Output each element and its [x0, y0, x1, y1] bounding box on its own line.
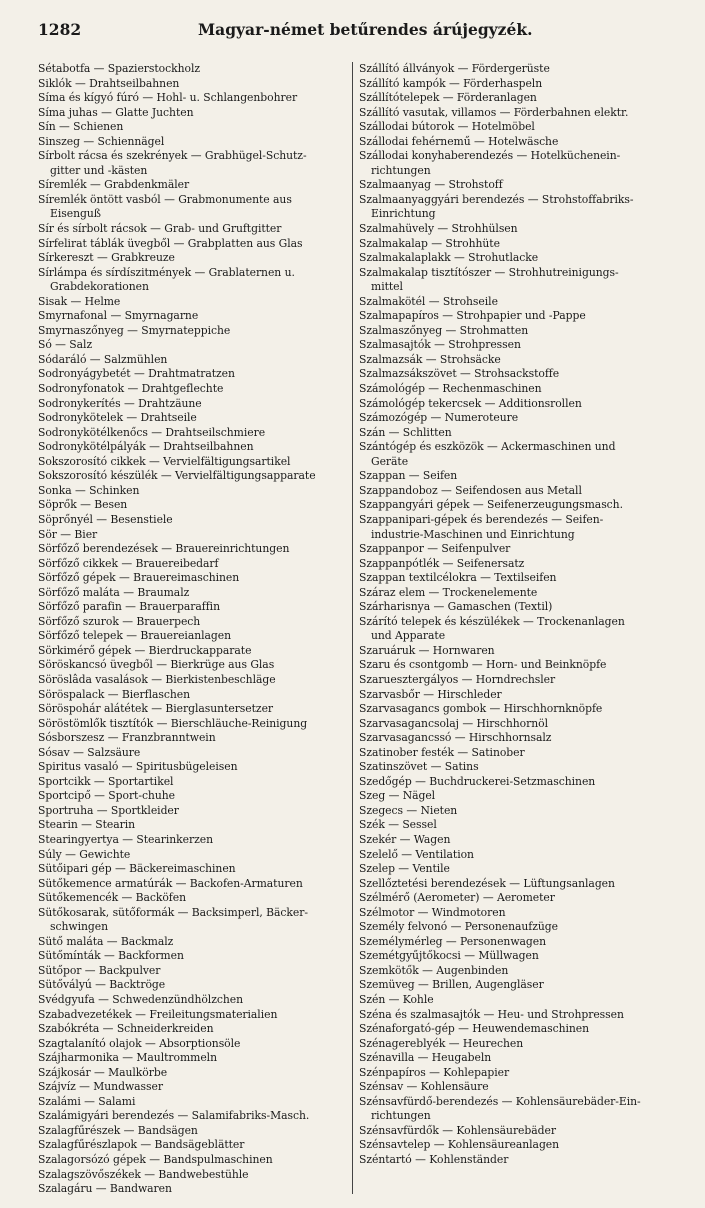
- index-entry: Szalagorsózó gépek — Bandspulmaschinen: [38, 1153, 273, 1167]
- index-entry: Sütőkemence armatúrák — Backofen-Armaturen: [38, 876, 303, 890]
- index-entry: Szárító telepek és készülékek — Trockenanlagen: [359, 614, 625, 628]
- index-entry: Szállodai fehérnemű — Hotelwäsche: [359, 134, 559, 148]
- index-entry: Szalagfűrészlapok — Bandsägeblätter: [38, 1138, 245, 1152]
- index-entry: Szán — Schlitten: [359, 425, 452, 439]
- index-entry: Só — Salz: [38, 338, 93, 352]
- index-entry: Szemüveg — Brillen, Augengläser: [359, 978, 544, 992]
- index-entry: Sírlámpa és sírdíszitmények — Grablaternen u.: [38, 265, 295, 279]
- index-entry: Sportruha — Sportkleider: [38, 803, 179, 817]
- index-entry: Söröslâda vasalások — Bierkistenbeschläge: [38, 672, 276, 686]
- index-entry: Sisak — Helme: [38, 294, 121, 308]
- page-number: 1282: [38, 20, 82, 39]
- entry-continuation: industrie-Maschinen und Einrichtung: [371, 527, 575, 541]
- index-entry: Sörfőző szurok — Brauerpech: [38, 614, 201, 628]
- index-entry: Szelelő — Ventilation: [359, 847, 474, 861]
- index-entry: Szalámigyári berendezés — Salamifabriks-Masch.: [38, 1109, 310, 1123]
- index-entry: Szedőgép — Buchdruckerei-Setzmaschinen: [359, 774, 596, 788]
- index-entry: Szappanipari-gépek és berendezés — Seifen-: [359, 512, 604, 526]
- index-entry: Szénsav — Kohlensäure: [359, 1080, 489, 1094]
- index-entry: Szappangyári gépek — Seifenerzeugungsmasch.: [359, 498, 623, 512]
- index-entry: Spiritus vasaló — Spiritusbügeleisen: [38, 760, 238, 774]
- index-entry: Számozógép — Numeroteure: [359, 411, 519, 425]
- index-entry: Szemkötők — Augenbinden: [359, 963, 509, 977]
- entry-continuation: richtungen: [371, 1109, 431, 1123]
- index-entry: Sírkereszt — Grabkreuze: [38, 251, 175, 265]
- index-entry: Szappanpótlék — Seifenersatz: [359, 556, 525, 570]
- index-entry: Szaruesztergályos — Horndrechsler: [359, 672, 556, 686]
- index-entry: Szalmaszőnyeg — Strohmatten: [359, 323, 529, 337]
- index-entry: Smyrnafonal — Smyrnagarne: [38, 309, 199, 323]
- index-entry: Söprőnyél — Besenstiele: [38, 512, 173, 526]
- index-entry: Személy felvonó — Personenaufzüge: [359, 920, 558, 934]
- index-entry: Szalámi — Salami: [38, 1094, 136, 1108]
- index-entry: Sétabotfa — Spazierstockholz: [38, 62, 201, 75]
- index-entry: Síma és kígyó fúró — Hohl- u. Schlangenbohrer: [38, 91, 298, 105]
- entry-continuation: Eisenguß: [50, 207, 101, 221]
- index-entry: Stearin — Stearin: [38, 818, 136, 832]
- index-entry: Szemétgyűjtőkocsi — Müllwagen: [359, 949, 539, 963]
- index-entry: Sörfőző telepek — Brauereianlagen: [38, 629, 232, 643]
- index-entry: Szalmakötél — Strohseile: [359, 294, 498, 308]
- entry-continuation: richtungen: [371, 163, 431, 177]
- entry-continuation: mittel: [371, 280, 403, 294]
- index-entry: Szélmotor — Windmotoren: [359, 905, 506, 919]
- index-entry: Szegecs — Nieten: [359, 803, 458, 817]
- index-entry: Szalmazsák — Strohsäcke: [359, 352, 501, 366]
- running-title: Magyar-német betűrendes árújegyzék.: [198, 20, 533, 39]
- index-entry: Sportcikk — Sportartikel: [38, 774, 174, 788]
- index-entry: Svédgyufa — Schwedenzündhölzchen: [38, 993, 243, 1006]
- index-entry: Szarvasagancssó — Hirschhornsalz: [359, 731, 552, 745]
- index-entry: Síma juhas — Glatte Juchten: [38, 105, 194, 119]
- index-entry: Sütőmínták — Backformen: [38, 949, 184, 963]
- index-entry: Szénpapíros — Kohlepapier: [359, 1065, 510, 1079]
- index-entry: Széna és szalmasajtók — Heu- und Strohpressen: [359, 1007, 624, 1021]
- index-entry: Szappanpor — Seifenpulver: [359, 542, 511, 556]
- index-entry: Sodronykötélkenőcs — Drahtseilschmiere: [38, 425, 266, 439]
- index-entry: Szarvasagancsolaj — Hirschhornöl: [359, 716, 548, 730]
- index-entry: Szalmakalap — Strohhüte: [359, 236, 500, 250]
- index-entry: Szabókréta — Schneiderkreiden: [38, 1022, 214, 1036]
- index-entry: Smyrnaszőnyeg — Smyrnateppiche: [38, 323, 231, 337]
- index-entry: Szalmapapíros — Strohpapier und -Pappe: [359, 309, 586, 323]
- index-entry: Sodronykerítés — Drahtzäune: [38, 396, 202, 410]
- index-entry: Szalmaanyag — Strohstoff: [359, 178, 503, 192]
- index-entry: Síremlék — Grabdenkmäler: [38, 178, 190, 192]
- index-entry: Számológép tekercsek — Additionsrollen: [359, 396, 582, 410]
- index-entry: Szállítótelepek — Förderanlagen: [359, 91, 537, 105]
- index-entry: Számológép — Rechenmaschinen: [359, 382, 542, 396]
- index-entry: Szénavilla — Heugabeln: [359, 1051, 492, 1065]
- index-entry: Szénsavfürdő-berendezés — Kohlensäurebäder-Ein-: [359, 1094, 641, 1108]
- index-entry: Szatinszövet — Satins: [359, 760, 479, 774]
- index-entry: Szatinober festék — Satinober: [359, 745, 525, 759]
- index-entry: Szaruáruk — Hornwaren: [359, 643, 495, 657]
- index-entry: Szántógép és eszközök — Ackermaschinen und: [359, 440, 616, 454]
- index-entry: Szalagfűrészek — Bandsägen: [38, 1123, 198, 1137]
- index-entry: Síremlék öntött vasból — Grabmonumente aus: [38, 192, 292, 206]
- index-entry: Szállodai bútorok — Hotelmöbel: [359, 120, 535, 134]
- index-entry: Szénsavfürdők — Kohlensäurebäder: [359, 1123, 556, 1137]
- index-entry: Sörkimérő gépek — Bierdruckapparate: [38, 643, 252, 657]
- index-entry: Sütőpor — Backpulver: [38, 963, 161, 977]
- index-entry: Söprők — Besen: [38, 498, 128, 512]
- index-entry: Sírfelirat táblák üvegből — Grabplatten aus Glas: [38, 236, 303, 250]
- index-entry: Szarvasagancs gombok — Hirschhornknöpfe: [359, 702, 603, 716]
- index-entry: Szeg — Nägel: [359, 789, 436, 803]
- index-entry: Stearingyertya — Stearinkerzen: [38, 832, 213, 846]
- index-entry: Sósav — Salzsäure: [38, 745, 141, 759]
- index-entry: Sokszorosító cikkek — Vervielfältigungsartikel: [38, 454, 291, 468]
- index-entry: Szájkosár — Maulkörbe: [38, 1065, 168, 1079]
- index-entry: Sör — Bier: [38, 527, 98, 541]
- index-entry: Sörfőző berendezések — Brauereinrichtungen: [38, 542, 290, 556]
- index-entry: Szalmakalaplakk — Strohutlacke: [359, 251, 539, 265]
- index-entry: Személymérleg — Personenwagen: [359, 934, 547, 948]
- index-entry: Szalmasajtók — Strohpressen: [359, 338, 521, 352]
- index-entry: Sörfőző parafin — Brauerparaffin: [38, 600, 220, 614]
- index-entry: Széntartó — Kohlenständer: [359, 1153, 509, 1167]
- index-entry: Szappan — Seifen: [359, 469, 458, 483]
- index-entry: Szalmakalap tisztítószer — Strohhutreinigungs-: [359, 265, 619, 279]
- index-entry: Sinszeg — Schiennägel: [38, 134, 165, 148]
- index-entry: Siklók — Drahtseilbahnen: [38, 76, 180, 90]
- index-entry: Szappan textilcélokra — Textilseifen: [359, 571, 557, 585]
- index-entry: Szappandoboz — Seifendosen aus Metall: [359, 483, 582, 497]
- entry-continuation: Grabdekorationen: [50, 280, 149, 294]
- index-entry: Szénsavtelep — Kohlensäureanlagen: [359, 1138, 560, 1152]
- left-column-entries: [38, 62, 346, 1197]
- page-header: [30, 18, 690, 44]
- index-entry: Sütővályú — Backtröge: [38, 978, 166, 992]
- index-entry: Szállító vasutak, villamos — Förderbahnen elektr.: [359, 105, 629, 119]
- index-entry: Szalmazsákszövet — Strohsackstoffe: [359, 367, 560, 381]
- index-entry: Sír és sírbolt rácsok — Grab- und Gruftgitter: [38, 222, 282, 236]
- index-entry: Szalmaanyaggyári berendezés — Strohstoffabriks-: [359, 192, 634, 206]
- index-entry: Söröspohár alátétek — Bierglasuntersetzer: [38, 702, 274, 716]
- index-entry: Söröspalack — Bierflaschen: [38, 687, 190, 701]
- right-column-entries: [359, 62, 696, 1168]
- index-entry: Sírbolt rácsa és szekrények — Grabhügel-Schutz-: [38, 149, 307, 163]
- entry-continuation: und Apparate: [371, 629, 446, 643]
- index-entry: Szekér — Wagen: [359, 832, 451, 846]
- index-entry: Sütőkemencék — Backöfen: [38, 891, 186, 905]
- index-entry: Sodronyfonatok — Drahtgeflechte: [38, 382, 224, 396]
- index-entry: Szellőztetési berendezések — Lüftungsanlagen: [359, 876, 615, 890]
- index-entry: Szalmahüvely — Strohhülsen: [359, 222, 518, 236]
- index-entry: Sörfőző gépek — Brauereimaschinen: [38, 571, 240, 585]
- index-entry: Sósborszesz — Franzbranntwein: [38, 731, 216, 745]
- index-entry: Sodronyágybetét — Drahtmatratzen: [38, 367, 235, 381]
- index-entry: Szénaforgató-gép — Heuwendemaschinen: [359, 1022, 590, 1036]
- index-entry: Sódaráló — Salzmühlen: [38, 352, 168, 366]
- entry-continuation: Geräte: [371, 454, 409, 468]
- index-entry: Súly — Gewichte: [38, 847, 131, 861]
- index-entry: Söröskancsó üvegből — Bierkrüge aus Glas: [38, 658, 275, 672]
- index-entry: Szélmérő (Aerometer) — Aerometer: [359, 891, 555, 905]
- index-entry: Sonka — Schinken: [38, 483, 140, 497]
- index-entry: Szénagereblyék — Heurechen: [359, 1036, 524, 1050]
- index-entry: Száraz elem — Trockenelemente: [359, 585, 538, 599]
- index-entry: Szabadvezetékek — Freileitungsmaterialien: [38, 1007, 278, 1021]
- index-entry: Sodronykötelek — Drahtseile: [38, 411, 197, 425]
- index-entry: Söröstömlők tisztítók — Bierschläuche-Reinigung: [38, 716, 308, 730]
- index-entry: Szájharmonika — Maultrommeln: [38, 1051, 217, 1065]
- index-entry: Sütő maláta — Backmalz: [38, 934, 174, 948]
- column-divider: [352, 62, 353, 1194]
- index-entry: Szalagszövőszékek — Bandwebestühle: [38, 1167, 249, 1181]
- index-entry: Sín — Schienen: [38, 120, 124, 134]
- index-entry: Szájvíz — Mundwasser: [38, 1080, 163, 1094]
- index-entry: Sörfőző cikkek — Brauereibedarf: [38, 556, 219, 570]
- index-entry: Szállító állványok — Fördergerüste: [359, 62, 550, 75]
- index-entry: Szagtalanító olajok — Absorptionsöle: [38, 1036, 241, 1050]
- index-entry: Sütőkosarak, sütőformák — Backsimperl, Bäcker-: [38, 905, 308, 919]
- entry-continuation: Einrichtung: [371, 207, 436, 221]
- index-entry: Szaru és csontgomb — Horn- und Beinknöpfe: [359, 658, 607, 672]
- index-entry: Sokszorosító készülék — Vervielfältigungsapparate: [38, 469, 316, 483]
- index-entry: Szék — Sessel: [359, 818, 437, 832]
- entry-continuation: gitter und -kästen: [50, 163, 148, 177]
- index-entry: Szállító kampók — Förderhaspeln: [359, 76, 543, 90]
- index-entry: Szállodai konyhaberendezés — Hotelküchenein-: [359, 149, 621, 163]
- index-entry: Szalagáru — Bandwaren: [38, 1182, 172, 1196]
- index-entry: Sodronykötélpályák — Drahtseilbahnen: [38, 440, 254, 454]
- entry-continuation: schwingen: [50, 920, 108, 934]
- index-entry: Sportcipő — Sport-chuhe: [38, 789, 175, 803]
- index-entry: Szarvasbőr — Hirschleder: [359, 687, 502, 701]
- index-entry: Sütőipari gép — Bäckereimaschinen: [38, 862, 236, 876]
- index-entry: Sörfőző maláta — Braumalz: [38, 585, 190, 599]
- index-entry: Szárharisnya — Gamaschen (Textil): [359, 600, 553, 614]
- index-entry: Szelep — Ventile: [359, 862, 450, 876]
- index-entry: Szén — Kohle: [359, 993, 434, 1006]
